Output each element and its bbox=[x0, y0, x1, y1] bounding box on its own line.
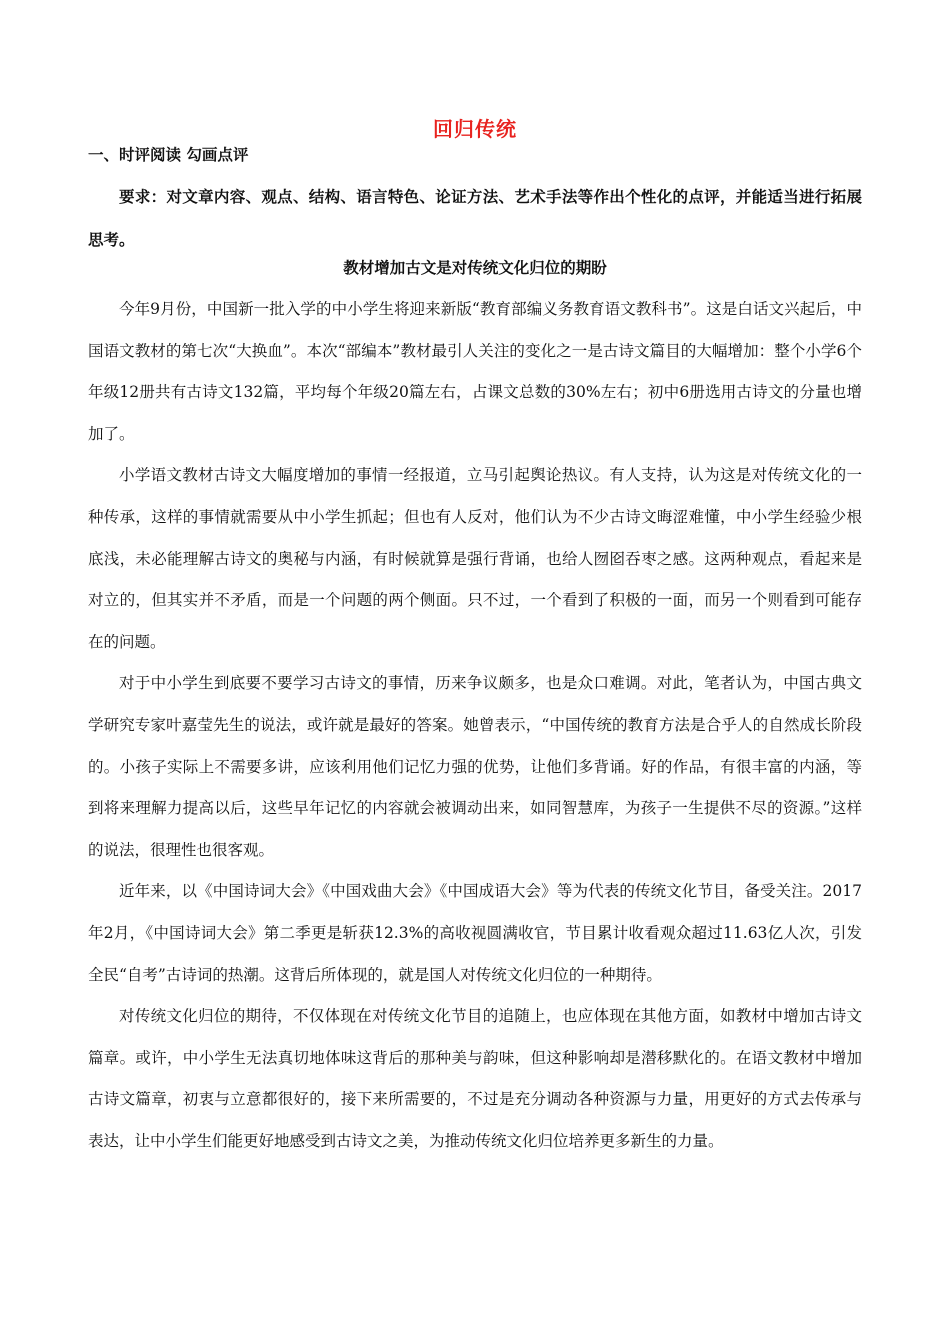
article-body bbox=[88, 289, 862, 1162]
article-title: 教材增加古文是对传统文化归位的期盼 bbox=[343, 259, 607, 277]
section-heading: 一、时评阅读 勾画点评 bbox=[88, 146, 249, 164]
paragraph: 对于中小学生到底要不要学习古诗文的事情，历来争议颇多，也是众口难调。对此，笔者认为，中国古典文学研究专家叶嘉莹先生的说法，或许就是最好的答案。她曾表示，“中国传统的教育方法是合乎人的自然成长阶段的。小孩子实际上不需要多讲，应该利用他们记忆力强的优势，让他们多背诵。好的作品，有很丰富的内涵，等到将来理解力提高以后，这些早年记忆的内容就会被调动出来，如同智慧库，为孩子一生提供不尽的资源。”这样的说法，很理性也很客观。 bbox=[88, 674, 862, 859]
requirement-text: 要求：对文章内容、观点、结构、语言特色、论证方法、艺术手法等作出个性化的点评，并能适当进行拓展思考。 bbox=[88, 188, 862, 249]
paragraph: 今年9月份，中国新一批入学的中小学生将迎来新版“教育部编义务教育语文教科书”。这是白话文兴起后，中国语文教材的第七次“大换血”。本次“部编本”教材最引人关注的变化之一是古诗文篇目的大幅增加：整个小学6个年级12册共有古诗文132篇，平均每个年级20篇左右，占课文总数的30%左右；初中6册选用古诗文的分量也增加了。 bbox=[88, 300, 862, 443]
paragraph: 对传统文化归位的期待，不仅体现在对传统文化节目的追随上，也应体现在其他方面，如教材中增加古诗文篇章。或许，中小学生无法真切地体味这背后的那种美与韵味，但这种影响却是潜移默化的。在语文教材中增加古诗文篇章，初衷与立意都很好的，接下来所需要的，不过是充分调动各种资源与力量，用更好的方式去传承与表达，让中小学生们能更好地感受到古诗文之美，为推动传统文化归位培养更多新生的力量。 bbox=[88, 1007, 862, 1150]
document-title: 回归传统 bbox=[433, 117, 517, 141]
paragraph: 小学语文教材古诗文大幅度增加的事情一经报道，立马引起舆论热议。有人支持，认为这是对传统文化的一种传承，这样的事情就需要从中小学生抓起；但也有人反对，他们认为不少古诗文晦涩难懂，中小学生经验少根底浅，未必能理解古诗文的奥秘与内涵，有时候就算是强行背诵，也给人囫囵吞枣之感。这两种观点，看起来是对立的，但其实并不矛盾，而是一个问题的两个侧面。只不过，一个看到了积极的一面，而另一个则看到可能存在的问题。 bbox=[88, 466, 862, 651]
paragraph: 近年来，以《中国诗词大会》《中国戏曲大会》《中国成语大会》等为代表的传统文化节目，备受关注。2017年2月，《中国诗词大会》第二季更是斩获12.3%的高收视圆满收官，节目累计收看观众超过11.63亿人次，引发全民“自考”古诗词的热潮。这背后所体现的，就是国人对传统文化归位的一种期待。 bbox=[88, 882, 862, 984]
